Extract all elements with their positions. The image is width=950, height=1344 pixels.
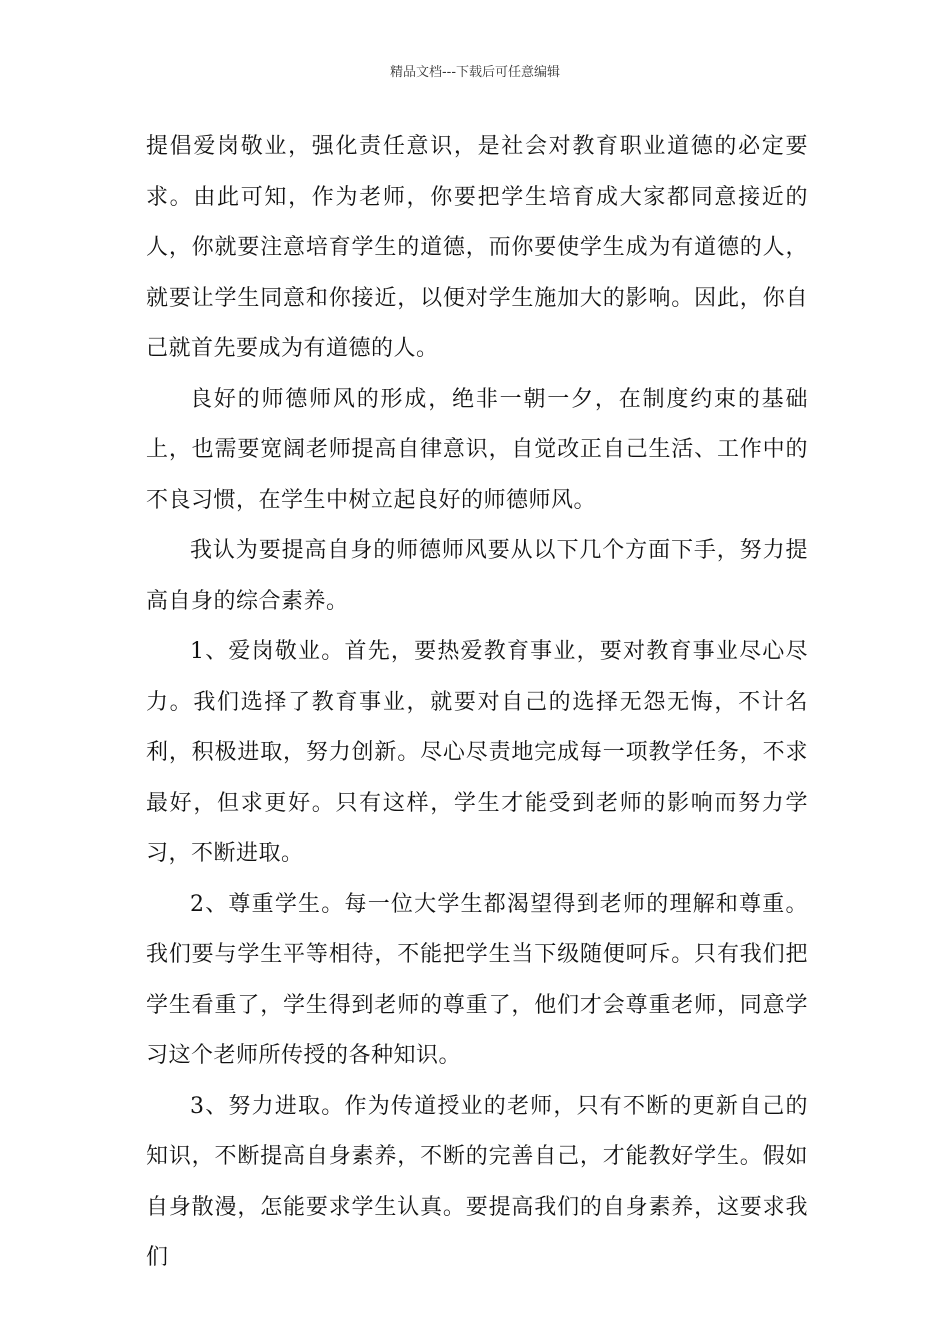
paragraph: 良好的师德师风的形成，绝非一朝一夕，在制度约束的基础上，也需要宽阔老师提高自律意识，自觉改正自己生活、工作中的不良习惯，在学生中树立起良好的师德师风。 (146, 386, 808, 513)
paragraph: 我认为要提高自身的师德师风要从以下几个方面下手，努力提高自身的综合素养。 (146, 538, 808, 614)
document-body (146, 122, 808, 1284)
paragraph: 2、尊重学生。每一位大学生都渴望得到老师的理解和尊重。我们要与学生平等相待，不能把学生当下级随便呵斥。只有我们把学生看重了，学生得到老师的尊重了，他们才会尊重老师，同意学习这个老师所传授的各种知识。 (146, 891, 808, 1068)
paragraph: 提倡爱岗敬业，强化责任意识，是社会对教育职业道德的必定要求。由此可知，作为老师，你要把学生培育成大家都同意接近的人，你就要注意培育学生的道德，而你要使学生成为有道德的人，就要让学生同意和你接近，以便对学生施加大的影响。因此，你自己就首先要成为有道德的人。 (146, 134, 808, 361)
paragraph: 3、努力进取。作为传道授业的老师，只有不断的更新自己的知识，不断提高自身素养，不断的完善自己，才能教好学生。假如自身散漫，怎能要求学生认真。要提高我们的自身素养，这要求我们 (146, 1093, 808, 1270)
page-header: 精品文档---下载后可任意编辑 (389, 65, 561, 80)
paragraph: 1、爱岗敬业。首先，要热爱教育事业，要对教育事业尽心尽力。我们选择了教育事业，就要对自己的选择无怨无悔，不计名利，积极进取，努力创新。尽心尽责地完成每一项教学任务，不求最好，但求更好。只有这样，学生才能受到老师的影响而努力学习，不断进取。 (146, 639, 808, 866)
